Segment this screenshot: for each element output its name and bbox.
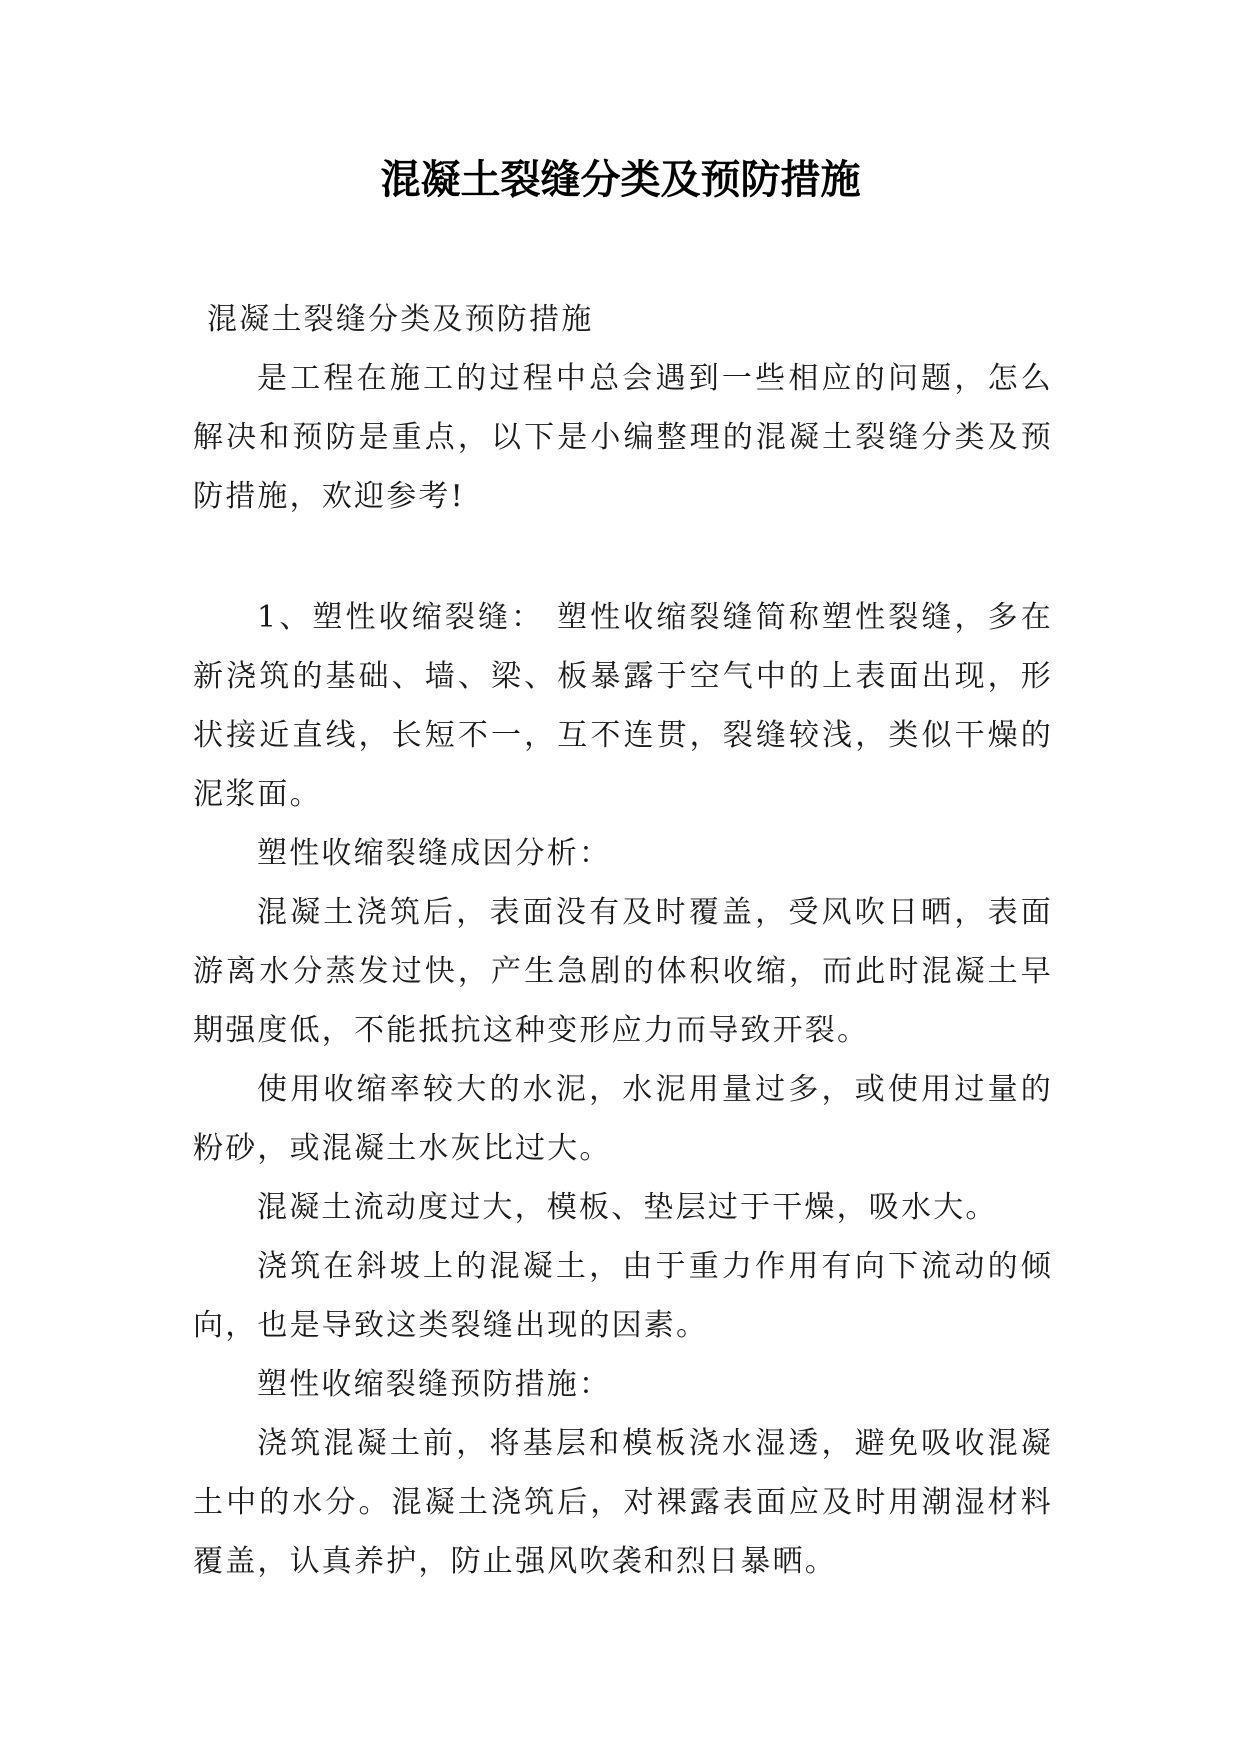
prevent-paragraph-1: 浇筑混凝土前，将基层和模板浇水湿透，避免吸收混凝土中的水分。混凝土浇筑后，对裸露表面应及时用潮湿材料覆盖，认真养护，防止强风吹袭和烈日暴晒。 (193, 1426, 1053, 1579)
paragraph-gap (193, 526, 1053, 588)
subtitle: 混凝土裂缝分类及预防措施 (207, 302, 594, 337)
page-title: 混凝土裂缝分类及预防措施 (380, 157, 861, 203)
document-body (193, 290, 1053, 1591)
cause-paragraph-2: 使用收缩率较大的水泥，水泥用量过多，或使用过量的粉砂，或混凝土水灰比过大。 (193, 1072, 1053, 1166)
prevent-heading: 塑性收缩裂缝预防措施： (257, 1367, 612, 1402)
cause-paragraph-1: 混凝土浇筑后，表面没有及时覆盖，受风吹日晒，表面游离水分蒸发过快，产生急剧的体积收缩，而此时混凝土早期强度低，不能抵抗这种变形应力而导致开裂。 (193, 895, 1053, 1048)
cause-paragraph-4: 浇筑在斜坡上的混凝土，由于重力作用有向下流动的倾向，也是导致这类裂缝出现的因素。 (193, 1249, 1053, 1343)
section-1-paragraph: 1、塑性收缩裂缝： 塑性收缩裂缝简称塑性裂缝，多在新浇筑的基础、墙、梁、板暴露于空气中的上表面出现，形状接近直线，长短不一，互不连贯，裂缝较浅，类似干燥的泥浆面。 (193, 600, 1053, 812)
cause-paragraph-3: 混凝土流动度过大，模板、垫层过于干燥，吸水大。 (257, 1190, 998, 1225)
intro-paragraph: 是工程在施工的过程中总会遇到一些相应的问题，怎么解决和预防是重点，以下是小编整理的混凝土裂缝分类及预防措施，欢迎参考! (193, 361, 1053, 514)
cause-heading: 塑性收缩裂缝成因分析： (257, 836, 612, 871)
